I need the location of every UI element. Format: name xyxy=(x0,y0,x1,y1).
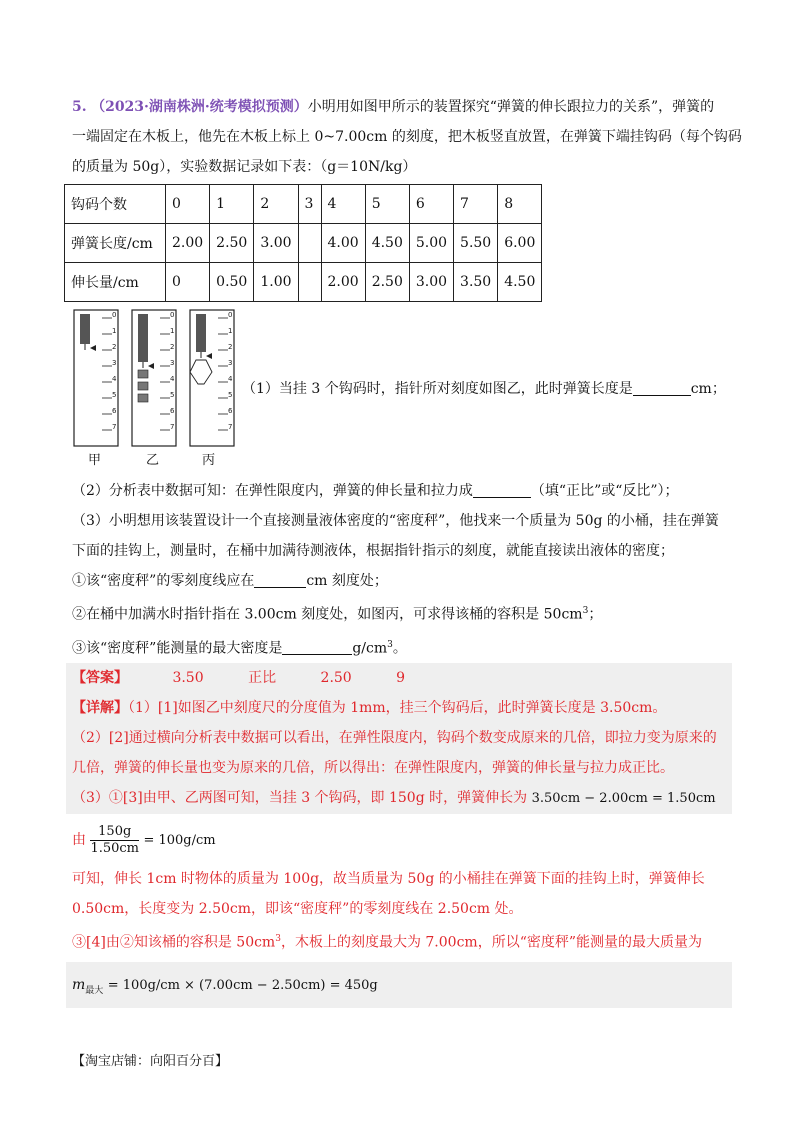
answer-blank-1[interactable] xyxy=(633,379,691,396)
svg-text:3: 3 xyxy=(170,359,175,367)
detail-p3-2: 由 $\frac{150g}{1.50cm}$ = 100g/cm xyxy=(72,823,216,856)
footer-shop: 【淘宝店铺：向阳百分百】 xyxy=(72,1054,229,1069)
table-row: 钩码个数 0 1 2 3 4 5 6 7 8 xyxy=(65,185,542,224)
svg-text:0: 0 xyxy=(170,311,175,319)
subquestion-1: （1）当挂 3 个钩码时，指针所对刻度如图乙，此时弹簧长度是 cm； xyxy=(242,381,726,397)
svg-text:6: 6 xyxy=(228,407,233,415)
question-page xyxy=(71,92,742,1008)
answer-value: 9 xyxy=(396,670,406,687)
svg-text:7: 7 xyxy=(112,423,117,431)
svg-text:3: 3 xyxy=(112,359,117,367)
svg-text:4: 4 xyxy=(112,375,117,383)
answer-value: 3.50 xyxy=(172,670,204,687)
answer-value: 正比 xyxy=(248,670,277,687)
question-number: 5. xyxy=(72,99,87,115)
svg-text:3: 3 xyxy=(228,359,233,367)
table-row: 伸长量/cm 0 0.50 1.00 2.00 2.50 3.00 3.50 4.50 xyxy=(65,263,542,302)
question-intro-line-3: 的质量为 50g），实验数据记录如下表：（g＝10N/kg） xyxy=(72,159,417,175)
question-intro-line-2: 一端固定在木板上，他先在木板上标上 0~7.00cm 的刻度，把木板竖直放置，在弹簧下端挂钩码（每个钩码 xyxy=(72,129,742,145)
svg-text:7: 7 xyxy=(228,423,233,431)
svg-text:4: 4 xyxy=(228,375,233,383)
figure-bing xyxy=(190,310,234,446)
svg-text:6: 6 xyxy=(170,407,175,415)
figure-label-jia: 甲 xyxy=(88,453,102,468)
figure-label-yi: 乙 xyxy=(146,453,160,468)
subquestion-3-i: ①该“密度秤”的零刻度线应在 cm 刻度处； xyxy=(72,573,388,589)
subquestion-3-line-1: （3）小明想用该装置设计一个直接测量液体密度的“密度秤”，他找来一个质量为 50g 的小桶，挂在弹簧 xyxy=(72,513,719,529)
detail-p3-3: 可知，伸长 1cm 时物体的质量为 100g，故当质量为 50g 的小桶挂在弹簧下面的挂钩上时，弹簧伸长 xyxy=(72,871,705,888)
detail-p2-2: 几倍，弹簧的伸长量也变为原来的几倍，所以得出：在弹性限度内，弹簧的伸长量与拉力成正比。 xyxy=(72,760,674,777)
answer-blank-2[interactable] xyxy=(473,481,531,498)
subquestion-3-iii: ③该“密度秤”能测量的最大密度是 $g/cm^3$。 xyxy=(72,639,407,657)
subquestion-3-ii: ②在桶中加满水时指针指在 3.00cm 刻度处，如图丙，可求得该桶的容积是 $50cm^3$； xyxy=(72,606,603,623)
table-row: 弹簧长度/cm 2.00 2.50 3.00 4.00 4.50 5.00 5.50 6.00 xyxy=(65,224,542,263)
answer-value: 2.50 xyxy=(320,670,352,687)
svg-text:4: 4 xyxy=(170,375,175,383)
svg-text:5: 5 xyxy=(112,391,117,399)
answer-blank-4[interactable] xyxy=(282,638,352,655)
detail-p3-5: ③[4]由②知该桶的容积是 $50cm^3$，木板上的刻度最大为 7.00cm，所以“密度秤”能测量的最大质量为 xyxy=(72,934,703,951)
svg-text:2: 2 xyxy=(112,343,117,351)
svg-text:0: 0 xyxy=(112,311,117,319)
svg-text:2: 2 xyxy=(228,343,233,351)
figure-jia xyxy=(74,310,118,446)
svg-text:5: 5 xyxy=(228,391,233,399)
detail-p3-1: （3）①[3]由甲、乙两图可知，当挂 3 个钩码，即 150g 时，弹簧伸长为 3.50cm − 2.00cm = 1.50cm xyxy=(72,790,716,807)
svg-text:2: 2 xyxy=(170,343,175,351)
answer-section xyxy=(66,663,732,814)
question-intro-line-1: 5. （2023·湖南株洲·统考模拟预测）小明用如图甲所示的装置探究“弹簧的伸长跟拉力的关系”，弹簧的 xyxy=(72,99,715,115)
answer-blank-3[interactable] xyxy=(254,571,306,588)
formula-max-mass: $m_{最大} = 100g/cm \times (7.00cm - 2.50cm) = 450g$ xyxy=(66,962,732,1008)
answer-label: 【答案】 xyxy=(72,670,128,687)
figure-yi xyxy=(132,310,176,446)
svg-text:1: 1 xyxy=(112,327,117,335)
data-table xyxy=(64,184,542,302)
answer-line xyxy=(72,663,726,693)
figure-label-bing: 丙 xyxy=(202,453,216,468)
subquestion-3-line-2: 下面的挂钩上，测量时，在桶中加满待测液体，根据指针指示的刻度，就能直接读出液体的密度； xyxy=(72,543,674,559)
detail-p3-4: 0.50cm，长度变为 2.50cm，即该“密度秤”的零刻度线在 2.50cm 处。 xyxy=(72,901,523,918)
svg-text:6: 6 xyxy=(112,407,117,415)
fraction: $\frac{150g}{1.50cm}$ xyxy=(90,823,140,856)
detail-p1: 【详解】（1）[1]如图乙中刻度尺的分度值为 1mm，挂三个钩码后，此时弹簧长度是 3.50cm。 xyxy=(72,700,667,717)
spring-scale-figures xyxy=(72,308,242,468)
detail-p2-1: （2）[2]通过横向分析表中数据可以看出，在弹性限度内，钩码个数变成原来的几倍，即拉力变为原来的 xyxy=(72,730,717,747)
detail-label: 【详解】 xyxy=(72,700,128,717)
svg-text:1: 1 xyxy=(170,327,175,335)
subquestion-2: （2）分析表中数据可知：在弹性限度内，弹簧的伸长量和拉力成 （填“正比”或“反比”）； xyxy=(72,483,679,499)
svg-text:1: 1 xyxy=(228,327,233,335)
figure-row xyxy=(72,308,732,468)
svg-text:7: 7 xyxy=(170,423,175,431)
svg-text:5: 5 xyxy=(170,391,175,399)
formula-extension: 3.50cm − 2.00cm = 1.50cm xyxy=(531,791,716,807)
svg-text:0: 0 xyxy=(228,311,233,319)
question-source: （2023·湖南株洲·统考模拟预测） xyxy=(91,99,308,115)
